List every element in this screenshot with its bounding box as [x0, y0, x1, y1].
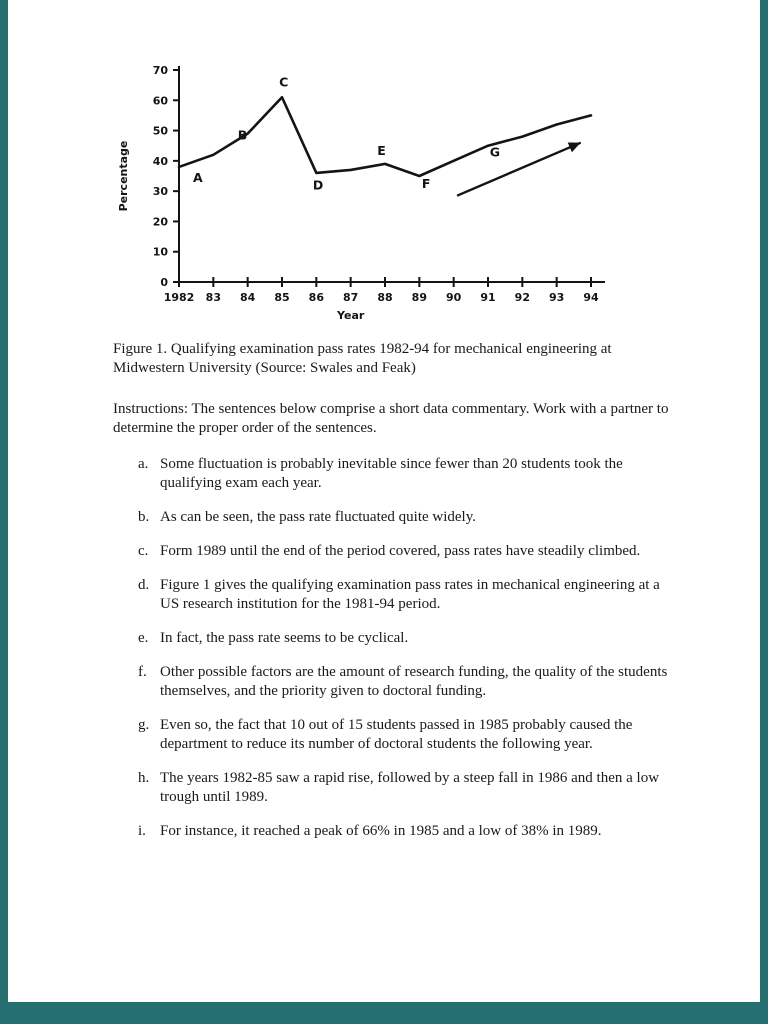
item-text: As can be seen, the pass rate fluctuated quite widely.: [160, 509, 476, 525]
item-letter: i.: [138, 823, 146, 839]
point-label-B: B: [237, 127, 248, 143]
document-page: [8, 0, 760, 1002]
point-label-A: A: [193, 170, 203, 186]
y-tick-label: 50: [152, 124, 168, 138]
point-label-D: D: [312, 177, 324, 193]
y-tick-label: 60: [152, 94, 168, 108]
y-tick-label: 20: [152, 215, 168, 229]
commentary-sentence-list: [113, 455, 670, 841]
item-text: Other possible factors are the amount of research funding, the quality of the students themselves, and the priority given to doctoral funding.: [160, 664, 668, 699]
point-label-C: C: [279, 74, 289, 90]
y-tick-label: 30: [152, 185, 168, 199]
y-tick-label: 40: [152, 154, 168, 168]
item-text: Even so, the fact that 10 out of 15 students passed in 1985 probably caused the department to reduce its number of doctoral students the following year.: [160, 717, 633, 752]
item-text: Some fluctuation is probably inevitable since fewer than 20 students took the qualifying exam each year.: [160, 456, 623, 491]
item-letter: h.: [138, 770, 150, 786]
point-label-E: E: [377, 142, 386, 158]
commentary-item-b: [113, 508, 670, 527]
item-text: The years 1982-85 saw a rapid rise, followed by a steep fall in 1986 and then a low trough until 1989.: [160, 770, 660, 805]
y-tick-label: 10: [152, 245, 168, 259]
x-axis-title: Year: [337, 309, 365, 322]
item-text: In fact, the pass rate seems to be cyclical.: [160, 630, 409, 646]
x-tick-label: 1982: [163, 291, 195, 304]
item-text: Figure 1 gives the qualifying examination pass rates in mechanical engineering at a US research institution for the 1981-94 period.: [160, 577, 660, 612]
commentary-item-d: [113, 576, 670, 614]
x-tick-label: 83: [205, 291, 221, 304]
x-tick-label: 94: [583, 291, 599, 304]
x-tick-label: 93: [549, 291, 565, 304]
commentary-item-h: [113, 769, 670, 807]
commentary-item-f: [113, 663, 670, 701]
x-tick-label: 91: [480, 291, 496, 304]
item-letter: d.: [138, 577, 150, 593]
point-label-F: F: [421, 176, 431, 192]
commentary-item-i: [113, 822, 670, 841]
item-text: Form 1989 until the end of the period covered, pass rates have steadily climbed.: [160, 543, 641, 559]
item-letter: g.: [138, 717, 150, 733]
x-tick-label: 89: [411, 291, 427, 304]
figure-block: [113, 56, 670, 324]
point-label-G: G: [489, 144, 500, 160]
page-content: [8, 56, 760, 841]
x-tick-label: 84: [240, 291, 256, 304]
x-tick-label: 92: [514, 291, 530, 304]
commentary-item-a: [113, 455, 670, 493]
x-tick-label: 86: [308, 291, 324, 304]
item-text: For instance, it reached a peak of 66% in 1985 and a low of 38% in 1989.: [160, 823, 602, 839]
item-letter: e.: [138, 630, 149, 646]
x-tick-label: 85: [274, 291, 290, 304]
x-tick-label: 88: [377, 291, 393, 304]
figure-caption: Figure 1. Qualifying examination pass rates 1982-94 for mechanical engineering at Midwestern University (Source: Swales and Feak): [113, 341, 612, 376]
commentary-item-g: [113, 716, 670, 754]
x-tick-label: 90: [446, 291, 462, 304]
pass-rate-line-chart: [113, 56, 613, 324]
instructions-paragraph: Instructions: The sentences below comprise a short data commentary. Work with a partner to determine the proper order of the sentences.: [113, 401, 669, 436]
item-letter: b.: [138, 509, 150, 525]
y-tick-label: 70: [152, 64, 168, 77]
commentary-item-c: [113, 542, 670, 561]
item-letter: f.: [138, 664, 147, 680]
commentary-item-e: [113, 629, 670, 648]
y-axis-title: Percentage: [117, 140, 130, 212]
y-tick-label: 0: [160, 276, 168, 289]
item-letter: c.: [138, 543, 149, 559]
item-letter: a.: [138, 456, 149, 472]
x-tick-label: 87: [343, 291, 359, 304]
